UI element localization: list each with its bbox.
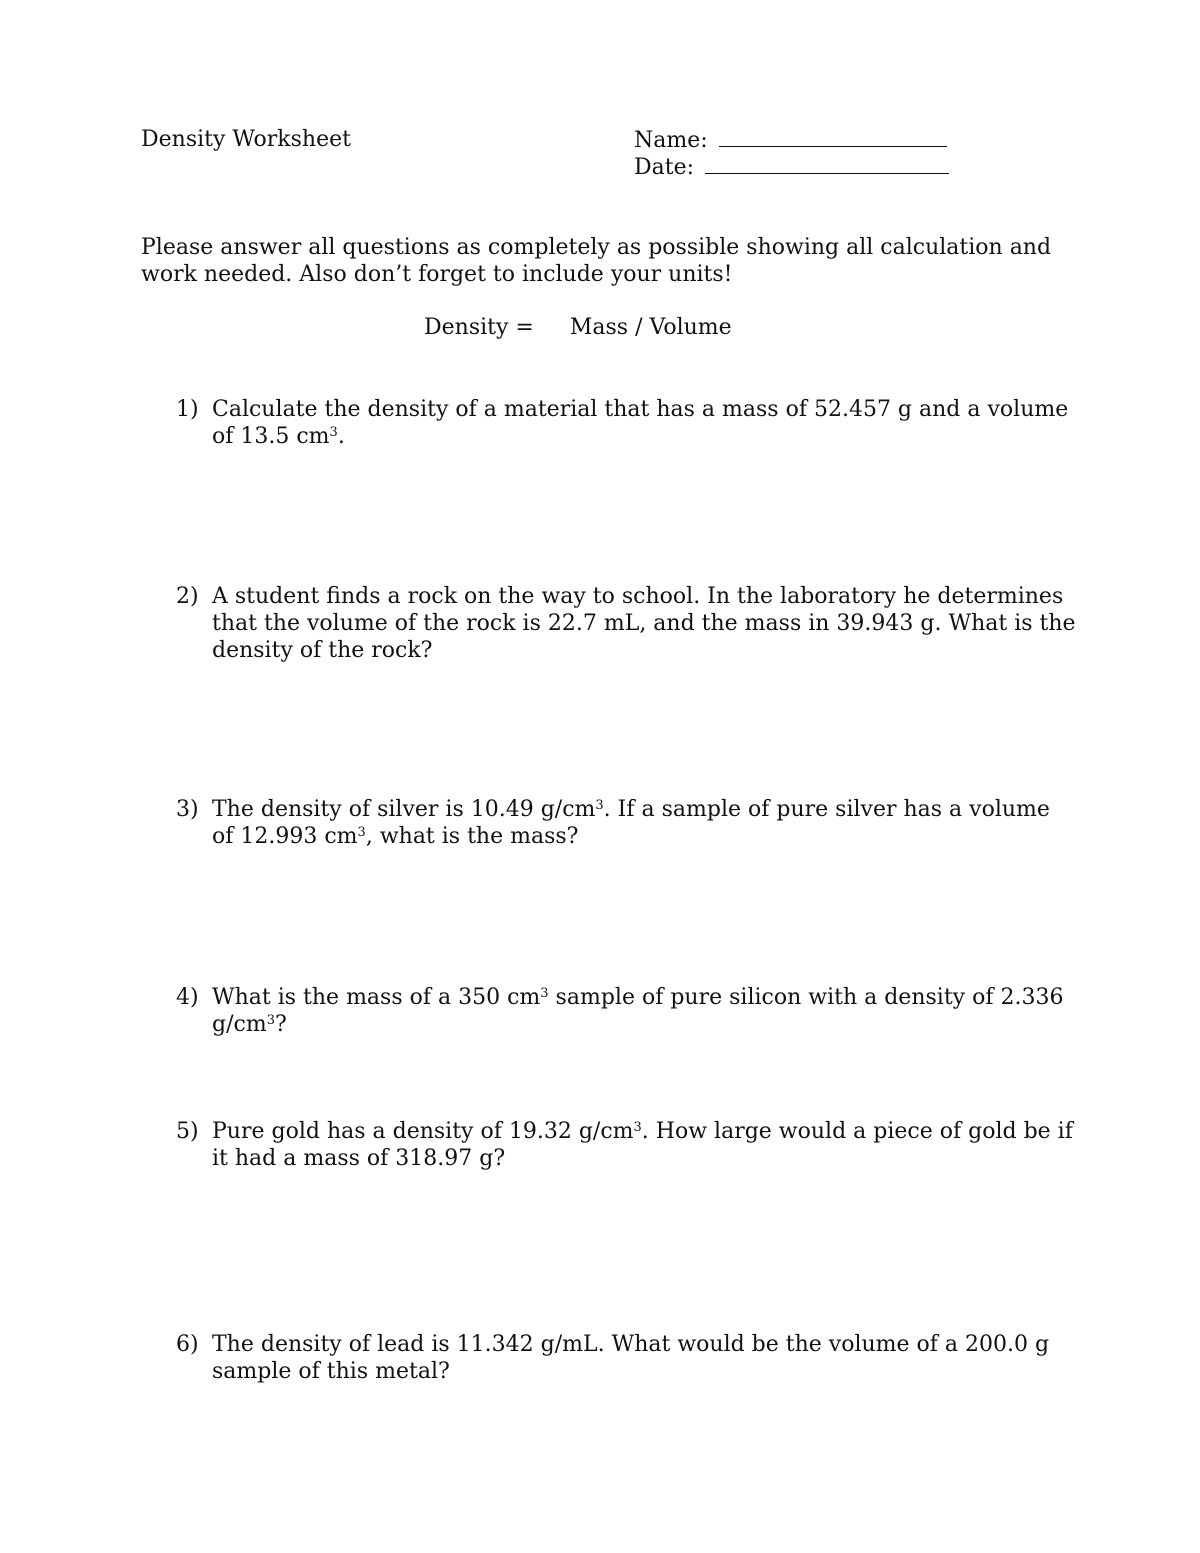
- question-text: Calculate the density of a material that has a mass of 52.457 g and a volume of 13.5 $cm^3$.: [212, 397, 1069, 449]
- date-label: Date:: [634, 155, 695, 180]
- question-number: 2): [176, 584, 199, 609]
- question-6: [176, 1331, 1076, 1385]
- question-1: [176, 396, 1076, 450]
- question-text: What is the mass of a 350 $cm^3$ sample of pure silicon with a density of 2.336 $g/cm^3$?: [212, 985, 1064, 1037]
- student-fields: [634, 126, 949, 180]
- question-number: 3): [176, 797, 199, 822]
- name-row: [634, 126, 949, 153]
- date-blank[interactable]: [705, 153, 949, 174]
- question-number: 4): [176, 985, 199, 1010]
- name-label: Name:: [634, 128, 708, 153]
- question-text: The density of lead is 11.342 g/mL. What would be the volume of a 200.0 g sample of this metal?: [212, 1332, 1050, 1384]
- question-5: [176, 1118, 1076, 1172]
- date-row: [634, 153, 949, 180]
- name-blank[interactable]: [719, 126, 947, 147]
- question-2: [176, 583, 1076, 664]
- question-3: [176, 796, 1076, 850]
- question-number: 1): [176, 397, 199, 422]
- question-text: The density of silver is 10.49 $g/cm^3$. If a sample of pure silver has a volume of 12.993 $cm^3$, what is the mass?: [212, 797, 1050, 849]
- question-number: 5): [176, 1119, 199, 1144]
- question-text: Pure gold has a density of 19.32 $g/cm^3$. How large would a piece of gold be if it had a mass of 318.97 g?: [212, 1119, 1073, 1171]
- formula-rhs: Mass / Volume: [569, 315, 732, 340]
- formula-lhs: Density =: [424, 315, 534, 340]
- density-formula: [424, 314, 732, 341]
- question-number: 6): [176, 1332, 199, 1357]
- instructions: Please answer all questions as completely as possible showing all calculation and work needed. Also don’t forget to include your units!: [141, 235, 1052, 287]
- worksheet-title: Density Worksheet: [141, 127, 351, 152]
- question-text: A student finds a rock on the way to school. In the laboratory he determines that the volume of the rock is 22.7 mL, and the mass in 39.943 g. What is the density of the rock?: [212, 584, 1076, 663]
- question-4: [176, 984, 1076, 1038]
